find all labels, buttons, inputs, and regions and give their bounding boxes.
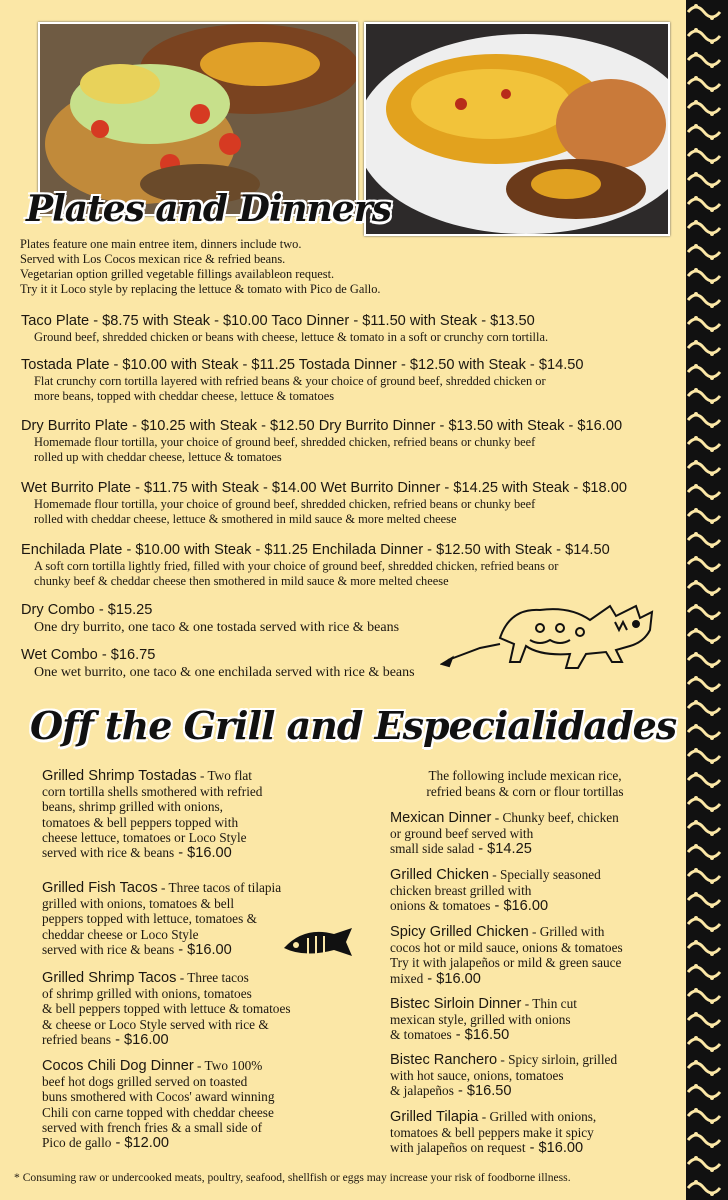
item-price: - $16.50 xyxy=(453,1083,512,1100)
desc-line: with hot sauce, onions, tomatoes xyxy=(390,1068,564,1084)
desc-line: Chili con carne topped with cheddar cheese xyxy=(42,1104,274,1120)
item-text: - Three tacos xyxy=(176,970,249,985)
desc-line: mixed xyxy=(390,970,424,986)
desc-line: Try it with jalapeños or mild & green sauce xyxy=(390,955,622,971)
item-text: - Spicy sirloin, grilled xyxy=(497,1052,618,1067)
special-bistec-sirloin-dinner xyxy=(390,996,577,1044)
item-heading: Tostada Plate - $10.00 with Steak - $11.25 Tostada Dinner - $12.50 with Steak - $14.50 xyxy=(21,357,584,373)
desc-line: mexican style, grilled with onions xyxy=(390,1012,571,1028)
item-heading: Wet Combo - $16.75 xyxy=(21,647,156,663)
desc-line: cocos hot or mild sauce, onions & tomatoes xyxy=(390,940,623,956)
special-spicy-grilled-chicken xyxy=(390,924,623,987)
desc-line: & tomatoes xyxy=(390,1027,452,1043)
item-description xyxy=(21,435,671,465)
item-description xyxy=(21,497,671,527)
desc-line: Pico de gallo xyxy=(42,1135,112,1151)
item-text: - Chunky beef, chicken xyxy=(491,810,619,825)
item-text: - Two 100% xyxy=(193,1058,263,1073)
item-heading: Dry Burrito Plate - $10.25 with Steak - $12.50 Dry Burrito Dinner - $13.50 with Steak - $16.00 xyxy=(21,418,623,434)
item-name: Grilled Chicken xyxy=(390,867,489,883)
item-text: - Two flat xyxy=(196,768,252,783)
special-grilled-tilapia xyxy=(390,1109,596,1157)
desc-line: Ground beef, shredded chicken or beans with cheese, lettuce & tomato in a soft or crunchy corn tortilla. xyxy=(34,330,549,344)
desc-line: grilled with onions, tomatoes & bell xyxy=(42,896,235,912)
special-bistec-ranchero xyxy=(390,1052,617,1100)
desc-line: served with rice & beans xyxy=(42,845,175,861)
fish-icon xyxy=(280,926,364,970)
item-price: - $14.25 xyxy=(474,841,532,858)
item-text: - Grilled with onions, xyxy=(478,1109,597,1124)
item-description xyxy=(21,330,671,345)
plates-intro xyxy=(20,237,440,297)
item-name: Grilled Shrimp Tostadas xyxy=(42,768,197,784)
plates-title: Plates and Dinners xyxy=(26,188,391,230)
item-heading: Enchilada Plate - $10.00 with Steak - $11.25 Enchilada Dinner - $12.50 with Steak - $14.50 xyxy=(21,542,610,558)
special-grilled-chicken xyxy=(390,867,601,915)
foodborne-illness-disclaimer: * Consuming raw or undercooked meats, poultry, seafood, shellfish or eggs may increase your risk of foodborne illness. xyxy=(14,1171,571,1184)
taco-plate-image xyxy=(40,24,356,214)
grill-title: Off the Grill and Especialidades xyxy=(30,703,677,748)
menu-item-enchilada xyxy=(21,541,671,589)
special-grilled-shrimp-tacos xyxy=(42,970,291,1048)
item-name: Grilled Tilapia xyxy=(390,1109,479,1125)
item-text: - Grilled with xyxy=(528,924,605,939)
desc-line: buns smothered with Cocos' award winning xyxy=(42,1089,275,1105)
intro-line: Vegetarian option grilled vegetable fillings availableon request. xyxy=(20,267,335,281)
item-text: - Thin cut xyxy=(521,996,577,1011)
menu-item-tostada xyxy=(21,356,671,404)
item-price: - $16.50 xyxy=(451,1027,510,1044)
item-price: - $12.00 xyxy=(111,1135,170,1152)
item-name: Mexican Dinner xyxy=(390,810,492,826)
item-description xyxy=(21,374,671,404)
menu-item-dry-burrito xyxy=(21,417,671,465)
item-description: One dry burrito, one taco & one tostada served with rice & beans xyxy=(34,620,400,635)
desc-line: rolled with cheddar cheese, lettuce & smothered in mild sauce & more melted cheese xyxy=(34,512,457,526)
desc-line: Homemade flour tortilla, your choice of ground beef, shredded chicken, refried beans or chunky beef xyxy=(34,435,536,449)
decorative-border xyxy=(682,0,728,1200)
desc-line: Flat crunchy corn tortilla layered with refried beans & your choice of ground beef, shredded chicken or xyxy=(34,374,546,388)
enchilada-plate-image xyxy=(366,24,668,234)
item-price: - $16.00 xyxy=(174,845,232,862)
desc-line: & jalapeños xyxy=(390,1083,454,1099)
sides-note xyxy=(390,768,660,800)
intro-line: Served with Los Cocos mexican rice & refried beans. xyxy=(20,252,286,266)
desc-line: tomatoes & bell peppers topped with xyxy=(42,814,239,830)
intro-line: Plates feature one main entree item, dinners include two. xyxy=(20,237,302,251)
item-heading: Taco Plate - $8.75 with Steak - $10.00 Taco Dinner - $11.50 with Steak - $13.50 xyxy=(21,313,535,329)
desc-line: small side salad xyxy=(390,841,475,857)
desc-line: beans, shrimp grilled with onions, xyxy=(42,799,223,815)
item-price: - $16.00 xyxy=(490,898,549,915)
item-name: Cocos Chili Dog Dinner xyxy=(42,1058,194,1074)
special-grilled-shrimp-tostadas xyxy=(42,768,262,861)
desc-line: chicken breast grilled with xyxy=(390,883,532,899)
item-price: - $16.00 xyxy=(174,941,232,958)
desc-line: rolled up with cheddar cheese, lettuce & tomatoes xyxy=(34,450,282,464)
special-grilled-fish-tacos xyxy=(42,880,281,958)
item-name: Grilled Fish Tacos xyxy=(42,880,158,896)
desc-line: cheddar cheese or Loco Style xyxy=(42,926,199,942)
note-line: refried beans & corn or flour tortillas xyxy=(426,784,624,799)
desc-line: corn tortilla shells smothered with refried xyxy=(42,784,263,800)
item-heading: Dry Combo - $15.25 xyxy=(21,602,153,618)
item-description xyxy=(21,559,671,589)
item-price: - $16.00 xyxy=(423,970,481,987)
desc-line: & bell peppers topped with lettuce & tomatoes xyxy=(42,1001,291,1017)
desc-line: onions & tomatoes xyxy=(390,898,491,914)
desc-line: served with rice & beans xyxy=(42,941,175,957)
item-description: One wet burrito, one taco & one enchilada served with rice & beans xyxy=(34,665,415,680)
item-price: - $16.00 xyxy=(111,1031,169,1048)
desc-line: served with french fries & a small side of xyxy=(42,1119,263,1135)
note-line: The following include mexican rice, xyxy=(428,768,622,783)
intro-line: Try it it Loco style by replacing the lettuce & tomato with Pico de Gallo. xyxy=(20,282,381,296)
desc-line: cheese lettuce, tomatoes or Loco Style xyxy=(42,829,247,845)
desc-line: peppers topped with lettuce, tomatoes & xyxy=(42,911,257,927)
item-name: Bistec Ranchero xyxy=(390,1052,498,1068)
desc-line: beef hot dogs grilled served on toasted xyxy=(42,1074,248,1090)
aztec-pattern-icon xyxy=(682,0,728,1200)
item-name: Spicy Grilled Chicken xyxy=(390,924,529,940)
menu-item-taco xyxy=(21,312,671,345)
menu-item-wet-burrito xyxy=(21,479,671,527)
item-name: Bistec Sirloin Dinner xyxy=(390,996,522,1012)
photo-taco-plate xyxy=(38,22,358,216)
desc-line: tomatoes & bell peppers make it spicy xyxy=(390,1125,594,1141)
desc-line: A soft corn tortilla lightly fried, filled with your choice of ground beef, shredded chicken, refried beans or xyxy=(34,559,559,573)
desc-line: or ground beef served with xyxy=(390,826,534,842)
desc-line: of shrimp grilled with onions, tomatoes xyxy=(42,986,252,1002)
aztec-jaguar-icon xyxy=(440,598,670,674)
special-cocos-chili-dog-dinner xyxy=(42,1058,274,1151)
photo-enchilada-plate xyxy=(364,22,670,236)
item-text: - Three tacos of tilapia xyxy=(157,880,282,895)
item-text: - Specially seasoned xyxy=(488,867,601,882)
item-name: Grilled Shrimp Tacos xyxy=(42,970,177,986)
desc-line: refried beans xyxy=(42,1031,112,1047)
desc-line: & cheese or Loco Style served with rice & xyxy=(42,1016,269,1032)
item-heading: Wet Burrito Plate - $11.75 with Steak - $14.00 Wet Burrito Dinner - $14.25 with Steak - $18.00 xyxy=(21,480,627,496)
special-mexican-dinner xyxy=(390,810,619,858)
item-price: - $16.00 xyxy=(525,1140,584,1157)
desc-line: Homemade flour tortilla, your choice of ground beef, shredded chicken, refried beans or chunky beef xyxy=(34,497,536,511)
desc-line: chunky beef & cheddar cheese then smothered in mild sauce & more melted cheese xyxy=(34,574,449,588)
desc-line: more beans, topped with cheddar cheese, lettuce & tomatoes xyxy=(34,389,335,403)
desc-line: with jalapeños on request xyxy=(390,1140,526,1156)
